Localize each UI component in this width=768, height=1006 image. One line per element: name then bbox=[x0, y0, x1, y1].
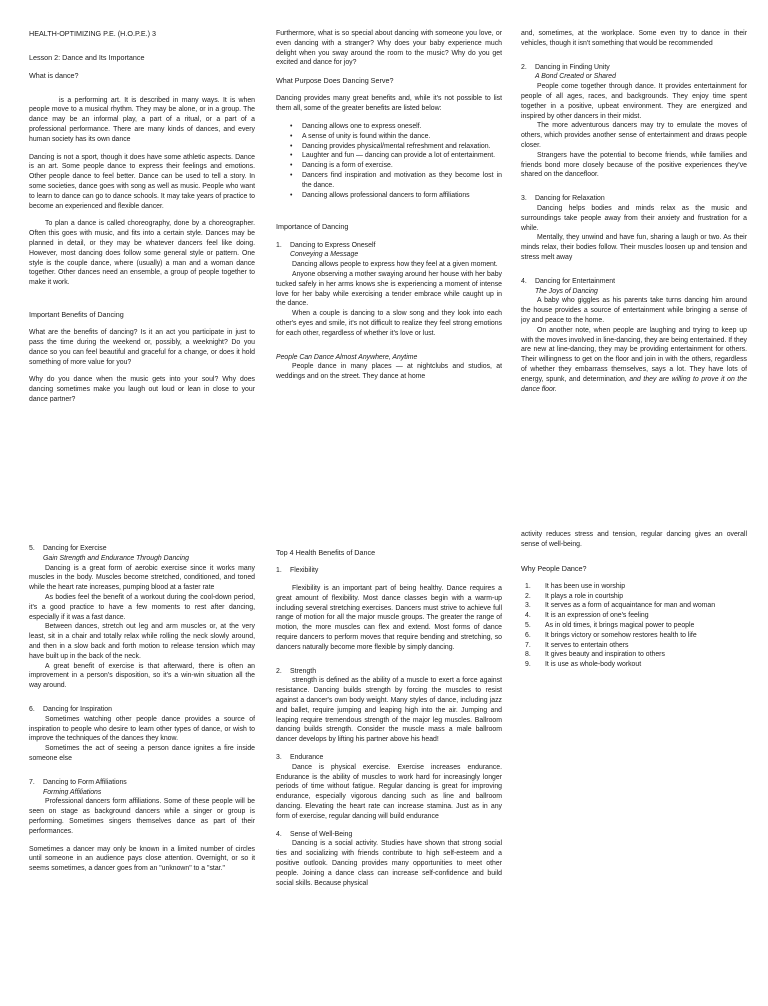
endurance-paragraph: Dance is physical exercise. Exercise increases endurance. Endurance is the ability of muscles to work hard for increasingly longer periods of time without fatigue. Regular dancing is great for improving endurance, especially vigorous dancing such as line and ballroom dancing. Elevating the heart rate can increase stamina. Just as in any form of exercise, regular dancing will build endurance bbox=[276, 763, 502, 820]
section-number: 2. bbox=[521, 63, 527, 71]
express-paragraph-1: Dancing allows people to express how they feel at a given moment. bbox=[292, 261, 498, 269]
inspiration-paragraph-1: Sometimes watching other people dance provides a source of inspiration to people who desire to learn other types of dance, or wish to improve the techniques of the dances they know. bbox=[29, 715, 255, 743]
section-number: 1. bbox=[276, 567, 282, 575]
express-paragraph-3: When a couple is dancing to a slow song and they look into each other's eyes and smile, it's not difficult to realize they feel strong emotions for each other, regardless of whether it's love or lust. bbox=[276, 310, 502, 337]
list-item: 9. It is use as whole-body workout bbox=[525, 661, 642, 669]
list-item: • Laughter and fun — dancing can provide a lot of entertainment. bbox=[302, 151, 502, 161]
section-title: Dancing to Form Affiliations bbox=[43, 778, 127, 786]
section-number: 7. bbox=[29, 778, 35, 786]
list-item: 3. It serves as a form of acquaintance for man and woman bbox=[525, 602, 716, 610]
section-title: Dancing for Exercise bbox=[43, 545, 107, 552]
section-subtitle: The Joys of Dancing bbox=[535, 287, 598, 295]
top-benefits-heading: Top 4 Health Benefits of Dance bbox=[276, 548, 376, 557]
express-paragraph-2: Anyone observing a mother swaying around her house with her baby tucked safely in her arms knows she is experiencing a moment of intense love for her baby while exercising a tender embrace while caught up in the dance. bbox=[276, 270, 502, 308]
why-people-dance-list bbox=[521, 582, 747, 670]
list-item: • Dancing provides physical/mental refreshment and relaxation. bbox=[302, 142, 502, 152]
affiliations-paragraph-2: Sometimes a dancer may only be known in a limited number of circles until someone in an audience pays close attention. Overnight, or so it seems sometimes, a dancer goes from an "unknown" to a "star." bbox=[29, 845, 255, 873]
list-item: • Dancing is a form of exercise. bbox=[302, 161, 502, 171]
section-number: 2. bbox=[276, 667, 282, 675]
important-benefits-heading: Important Benefits of Dancing bbox=[29, 310, 124, 319]
section-subtitle: Gain Strength and Endurance Through Dancing bbox=[43, 554, 189, 562]
anywhere-paragraph: People dance in many places — at nightclubs and studios, at weddings and on the street. They dance at home bbox=[276, 363, 502, 381]
lesson-title: Lesson 2: Dance and Its Importance bbox=[29, 53, 145, 63]
section-number: 4. bbox=[521, 277, 527, 285]
anywhere-subheading: People Can Dance Almost Anywhere, Anytime bbox=[276, 353, 418, 361]
section-title: Flexibility bbox=[290, 567, 319, 575]
section-subtitle: Conveying a Message bbox=[290, 251, 359, 259]
list-item: • Dancing allows professional dancers to form affiliations bbox=[302, 191, 502, 201]
relaxation-paragraph-2: Mentally, they unwind and have fun, sharing a laugh or two. As their minds relax, their bodies follow. Their muscles loosen up and tension and stress melt away bbox=[521, 234, 747, 261]
workplace-paragraph: and, sometimes, at the workplace. Some even try to dance in their vehicles, though it isn't something that would be recommended bbox=[521, 30, 747, 47]
list-item: 8. It gives beauty and inspiration to others bbox=[525, 651, 665, 659]
section-1-heading bbox=[276, 241, 502, 251]
well-being-paragraph: Dancing is a social activity. Studies have shown that strong social ties and socializing with friends contribute to high self-esteem and a positive outlook. Dancing provides many opportunities to meet other people. Joining a dance class can increase self-confidence and build social skills. Because physical bbox=[276, 840, 502, 887]
column-2 bbox=[276, 29, 502, 382]
list-item: 4. It is an expression of one's feeling bbox=[525, 612, 649, 620]
exercise-paragraph-4: A great benefit of exercise is that afterward, there is often an improvement in a person's disposition, so it's a win-win situation all the way around. bbox=[29, 662, 255, 690]
section-title: Dancing for Relaxation bbox=[535, 195, 605, 203]
entertainment-text: On another note, when people are laughing and trying to keep up with the moves involved in line-dancing, they are being entertained. If they are new at line-dancing, they may be providing entertainment for others. Their willingness to get on the floor and join in with the others, regardless of whether they embarrass themselves, says a lot. They have lots of energy, spunk, and determination, bbox=[521, 326, 747, 383]
column-6 bbox=[521, 530, 747, 670]
purpose-intro-paragraph: Dancing provides many great benefits and, while it's not possible to list them all, some of the greater benefits are listed below: bbox=[276, 95, 502, 113]
unity-paragraph-3: Strangers have the potential to become friends, while families and friends bond more closely because of the positive experiences they've shared on the dancefloor. bbox=[521, 151, 747, 179]
section-6-heading bbox=[29, 705, 255, 715]
section-title: Dancing in Finding Unity bbox=[535, 63, 610, 71]
benefits-bullet-list bbox=[276, 122, 502, 200]
section-title: Sense of Well-Being bbox=[290, 830, 353, 838]
column-5 bbox=[276, 548, 502, 888]
list-item: 1. It has been use in worship bbox=[525, 582, 626, 590]
list-item: • Dancers find inspiration and motivation as they become lost in the dance. bbox=[302, 171, 502, 191]
section-title: Endurance bbox=[290, 753, 324, 761]
dance-art-paragraph: Dancing is not a sport, though it does have some athletic aspects. Dance is an art. Some people dance to express their feelings and emotions. Other people dance to feel better. Dance can be used to tell a story. In some societies, dance goes with song as well as music. People who want to learn to dance can go to dance schools. It may take years of practice to become an experienced and flexible dancer. bbox=[29, 153, 255, 210]
benefit-1-heading bbox=[276, 566, 502, 576]
column-1 bbox=[29, 29, 255, 405]
choreography-paragraph: To plan a dance is called choreography, done by a choreographer. Often this goes with music, and fits into a certain style. Dances may be planned in detail, or they may be whatever dancers feel like doing. However, most dancing does follow some general style or pattern. One style is the couple dance, where (usually) a man and a woman dance together. Other dances need an ensemble, a group of people together to make it work. bbox=[29, 220, 255, 287]
entertainment-italic-text: and they are willing to prove it on the dance floor. bbox=[521, 375, 747, 393]
benefits-questions-paragraph: What are the benefits of dancing? Is it an act you participate in just to pass the time during the weekend or, possibly, a weeknight? Do you dance so you can feel beautiful and graceful for a change, or does it hold something of more value for you? bbox=[29, 329, 255, 366]
soul-questions-paragraph: Why do you dance when the music gets into your soul? Why does dancing sometimes make you laugh out loud or lean in close to your dance partner? bbox=[29, 376, 255, 403]
entertainment-paragraph-2 bbox=[521, 326, 747, 395]
why-people-dance-heading: Why People Dance? bbox=[521, 563, 587, 573]
well-being-continued-paragraph: activity reduces stress and tension, regular dancing gives an overall sense of well-being. bbox=[521, 531, 747, 548]
list-item: 6. It brings victory or somehow restores health to life bbox=[525, 631, 697, 639]
section-number: 3. bbox=[521, 195, 527, 203]
importance-heading: Importance of Dancing bbox=[276, 222, 349, 232]
section-title: Dancing for Entertainment bbox=[535, 277, 616, 285]
section-5-heading bbox=[29, 544, 255, 554]
section-number: 6. bbox=[29, 705, 35, 713]
list-item: 7. It serves to entertain others bbox=[525, 641, 629, 649]
benefit-2-heading bbox=[276, 667, 502, 677]
strength-paragraph: strength is defined as the ability of a muscle to exert a force against resistance. Dancing builds strength by forcing the muscles to resist against a dancer's own body weight. Many styles of dance, including jazz and ballet, require jumping and leaping high into the air. Jumping and leaping require tremendous strength of the major leg muscles. Ballroom dancing builds strength. Consider the muscle mass a male ballroom dancer develops by lifting his partner above his head! bbox=[276, 677, 502, 744]
flexibility-paragraph: Flexibility is an important part of being healthy. Dance requires a great amount of flexibility. Most dance classes begin with a warm-up including several stretching exercises. Dancers must strive to achieve full range of motion for all the major muscle groups. The greater the range of motion, the more muscles can flex and extend. Most forms of dance require dancers to perform moves that require bending and stretching, so dancers naturally become more flexible by simply dancing. bbox=[276, 585, 502, 651]
section-2-heading bbox=[521, 63, 747, 73]
list-item: • Dancing allows one to express oneself. bbox=[302, 122, 502, 132]
section-4-heading bbox=[521, 277, 747, 287]
section-number: 1. bbox=[276, 241, 282, 249]
unity-paragraph-2: The more adventurous dancers may try to emulate the moves of others, which provides another sense of entertainment and draws people closer. bbox=[521, 122, 747, 149]
list-item: 2. It plays a role in courtship bbox=[525, 592, 624, 600]
section-title: Strength bbox=[290, 667, 317, 675]
column-4 bbox=[29, 544, 255, 874]
affiliations-paragraph-1: Professional dancers form affiliations. Some of these people will be seen on stage as background dancers while a singer or group is performing. Sometimes singers themselves dance as part of their performances. bbox=[29, 798, 255, 835]
unity-paragraph-1: People come together through dance. It provides entertainment for people of all ages, races, and backgrounds. They enjoy time spent together in a positive, upbeat environment. They are energized and inspired by other dancers in their midst. bbox=[521, 83, 747, 120]
section-3-heading bbox=[521, 194, 747, 204]
section-title: Dancing for Inspiration bbox=[43, 705, 112, 713]
exercise-paragraph-2: As bodies feel the benefit of a workout during the cool-down period, it's a good practice to have a few moments to rest after dancing, especially if it was a fast dance. bbox=[29, 593, 255, 621]
section-subtitle: A Bond Created or Shared bbox=[535, 73, 616, 81]
dance-definition-paragraph: is a performing art. It is described in many ways. It is when people move to a musical rhythm. They may be alone, or in a group. The dance may be an informal play, a part of a ritual, or a part of a professional performance. There are many kinds of dances, and every human society has its own dance bbox=[29, 96, 255, 143]
section-number: 3. bbox=[276, 753, 282, 761]
exercise-paragraph-3: Between dances, stretch out leg and arm muscles or, at the very least, sit in a chair and totally relax while rolling the neck slowly around, and then in a slow back and forth motion to release tension which may have built up in the back of the neck. bbox=[29, 623, 255, 660]
list-item: 5. As in old times, it brings magical power to people bbox=[525, 622, 695, 629]
course-header: HEALTH-OPTIMIZING P.E. (H.O.P.E.) 3 bbox=[29, 29, 156, 38]
relaxation-paragraph-1: Dancing helps bodies and minds relax as the music and surroundings take people away from their anxiety and frustration for a while. bbox=[521, 204, 747, 232]
purpose-heading: What Purpose Does Dancing Serve? bbox=[276, 76, 394, 86]
section-number: 4. bbox=[276, 830, 282, 838]
section-number: 5. bbox=[29, 545, 35, 552]
section-title: Dancing to Express Oneself bbox=[290, 241, 376, 249]
entertainment-paragraph-1: A baby who giggles as his parents take turns dancing him around the house provides a source of entertainment while bringing a sense of joy and peace to the home. bbox=[521, 297, 747, 324]
benefit-4-heading bbox=[276, 830, 502, 840]
benefit-3-heading bbox=[276, 753, 502, 763]
special-dancing-paragraph: Furthermore, what is so special about dancing with someone you love, or even dancing with a stranger? Why does your baby experience much delight when you sway around the room to the music? Why do you get excited and dance for joy? bbox=[276, 30, 502, 67]
section-7-heading bbox=[29, 778, 255, 788]
column-3 bbox=[521, 29, 747, 394]
section-subtitle: Forming Affiliations bbox=[43, 788, 102, 796]
what-is-dance-heading: What is dance? bbox=[29, 71, 79, 81]
list-item: • A sense of unity is found within the dance. bbox=[302, 132, 502, 142]
exercise-paragraph-1: Dancing is a great form of aerobic exercise since it works many muscles in the body. Muscles become stretched, conditioned, and toned while the heart rate increases, pumping blood at a faster rate bbox=[29, 564, 255, 592]
inspiration-paragraph-2: Sometimes the act of seeing a person dance ignites a fire inside someone else bbox=[29, 745, 255, 762]
